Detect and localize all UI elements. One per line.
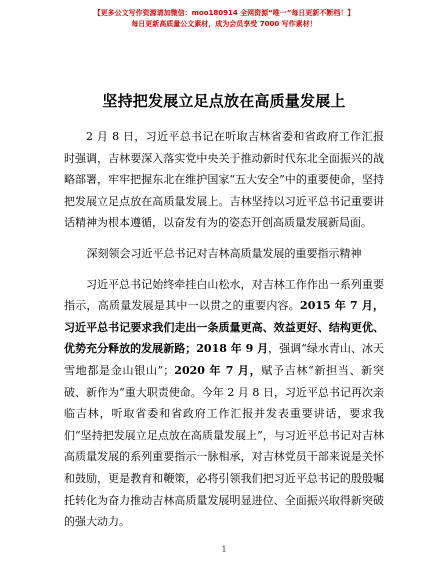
paragraph-2-part-2: ，强调“绿水青山、冰天雪地都是金山银山”； xyxy=(64,342,384,377)
promo-banner-line-2: 每日更新高质量公文素材，成为会员享受 7000 写作素材！ xyxy=(131,20,317,28)
paragraph-2-part-3: 赋予吉林“新担当、新突破、新作为”重大职责使命。今年 2 月 8 日，习近平总书记再次亲临吉林，听取省委和省政府工作汇报并发表重要讲话，要求我们“坚持把发展立足点放在高质量发展上”，与习近平总书记对吉林高质量发展的系列重要指示一脉相承，对吉林党员干部来说是关怀和鼓励，更是教育和鞭策，必将引领我们把习近平总书记的殷殷嘱托转化为奋力推动吉林高质量发展明显进位、全面振兴取得新突破的强大动力。 xyxy=(64,363,385,529)
paragraph-2 xyxy=(64,274,384,533)
paragraph-2-bold-1: 2015 年 7 月，习近平总书记要求我们走出一条质量更高、效益更好、结构更优、优势充分释放的发展新路；2018 年 9 月 xyxy=(64,299,385,356)
paragraph-1: 2 月 8 日，习近平总书记在听取吉林省委和省政府工作汇报时强调，吉林要深入落实党中央关于推动新时代东北全面振兴的战略部署，牢牢把握东北在维护国家“五大安全”中的重要使命，坚持把发展立足点放在高质量发展上。吉林坚持以习近平总书记重要讲话精神为根本遵循，以奋发有为的姿态开创高质量发展新局面。 xyxy=(64,130,384,230)
document-body xyxy=(64,126,384,542)
paragraph-2-part-1: 习近平总书记始终牵挂白山松水，对吉林工作作出一系列重要指示，高质量发展是其中一以贯之的重要内容。 xyxy=(64,277,384,313)
promo-banner xyxy=(0,8,448,30)
promo-banner-line-1: 【更多公文写作资源请加微信：moo180914 全网资源“唯一”每日更新不断档！】 xyxy=(93,9,355,17)
paragraph-2-bold-2: 2020 年 7 月， xyxy=(174,363,262,377)
document-title: 坚持把发展立足点放在高质量发展上 xyxy=(102,92,346,110)
section-subheading: 深刻领会习近平总书记对吉林高质量发展的重要指示精神 xyxy=(86,246,362,260)
page-number: 1 xyxy=(221,545,227,554)
